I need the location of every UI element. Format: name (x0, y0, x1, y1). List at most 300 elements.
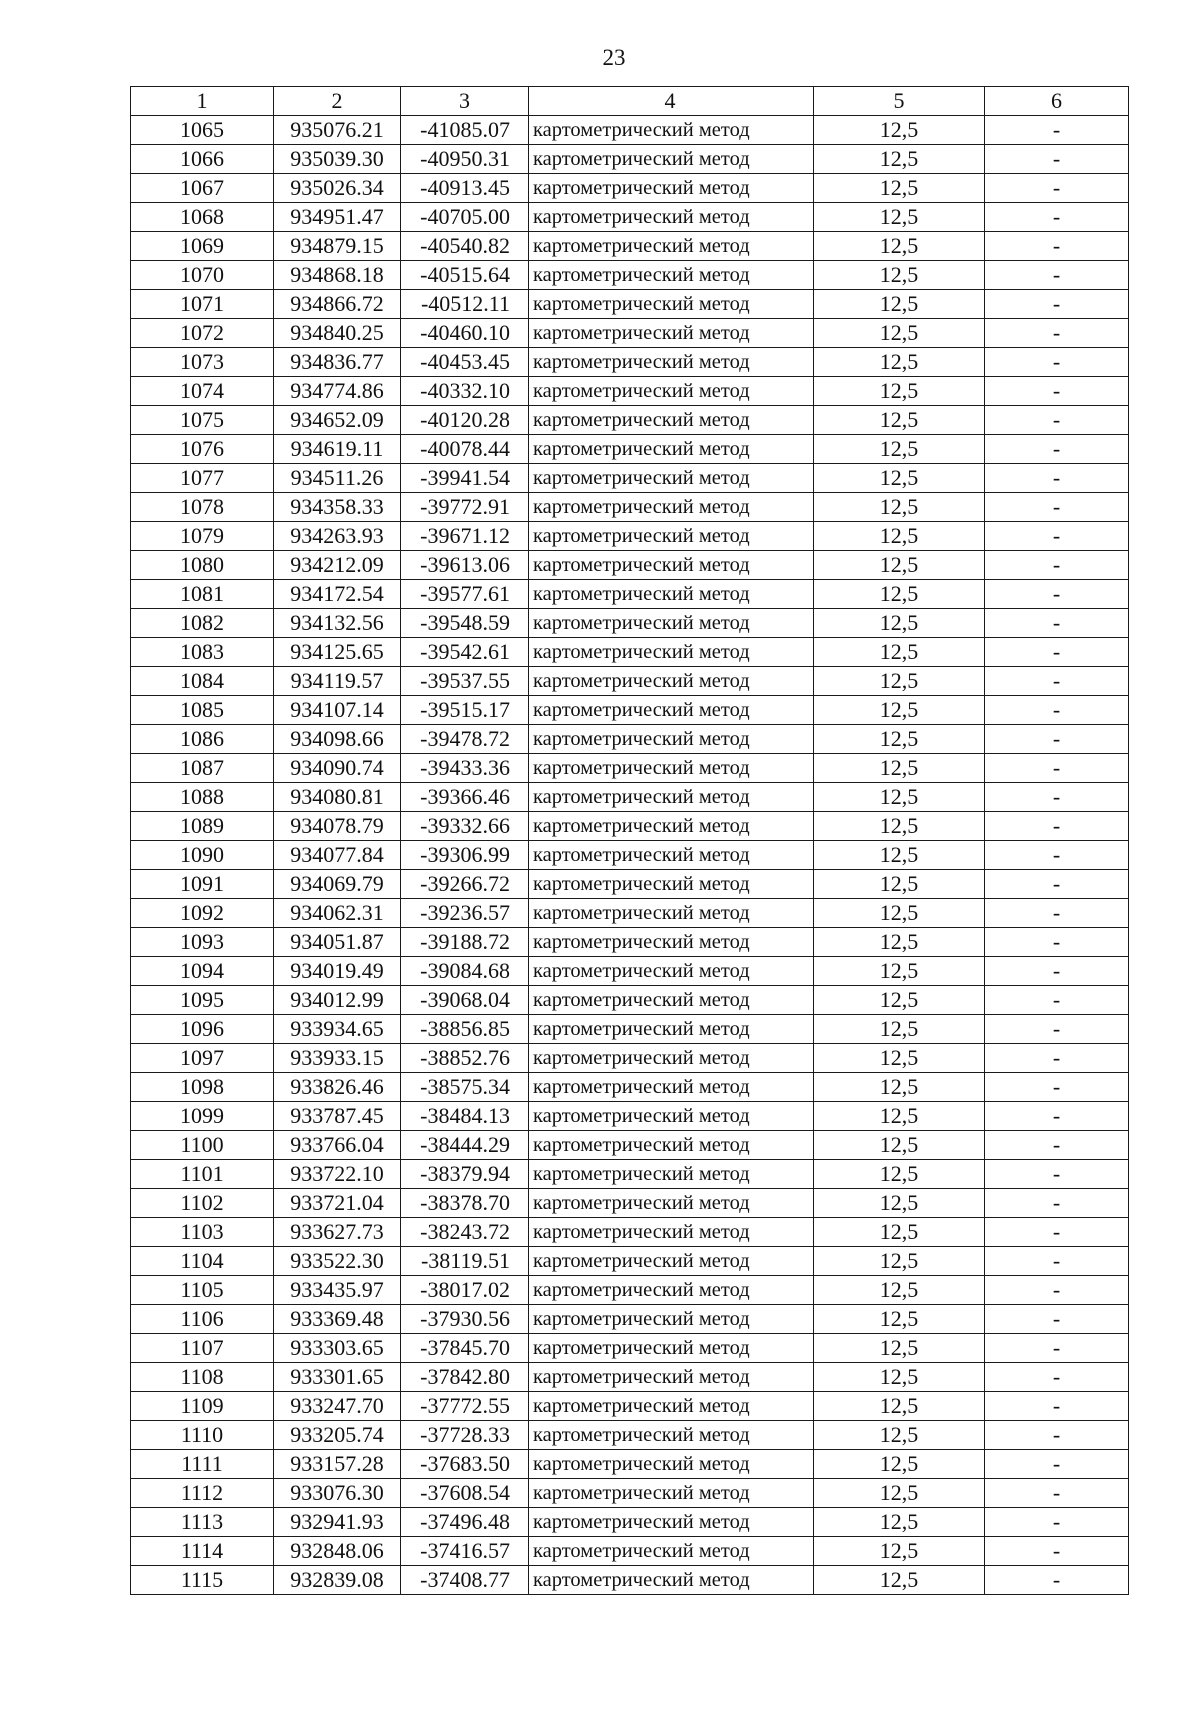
table-row (131, 667, 1129, 696)
method-cell: картометрический метод (529, 493, 814, 522)
accuracy-cell: 12,5 (814, 1102, 985, 1131)
table-row (131, 493, 1129, 522)
accuracy-cell: 12,5 (814, 957, 985, 986)
x-coordinate-cell: 934172.54 (274, 580, 401, 609)
method-cell: картометрический метод (529, 1305, 814, 1334)
note-cell: - (985, 1015, 1129, 1044)
note-cell: - (985, 1160, 1129, 1189)
point-number-cell: 1098 (131, 1073, 274, 1102)
table-row (131, 1537, 1129, 1566)
point-number-cell: 1083 (131, 638, 274, 667)
y-coordinate-cell: -39515.17 (401, 696, 529, 725)
point-number-cell: 1089 (131, 812, 274, 841)
table-row (131, 841, 1129, 870)
y-coordinate-cell: -38119.51 (401, 1247, 529, 1276)
method-cell: картометрический метод (529, 174, 814, 203)
accuracy-cell: 12,5 (814, 1421, 985, 1450)
header-cell-3: 3 (401, 87, 529, 116)
y-coordinate-cell: -39542.61 (401, 638, 529, 667)
y-coordinate-cell: -39772.91 (401, 493, 529, 522)
accuracy-cell: 12,5 (814, 928, 985, 957)
method-cell: картометрический метод (529, 319, 814, 348)
method-cell: картометрический метод (529, 116, 814, 145)
y-coordinate-cell: -38017.02 (401, 1276, 529, 1305)
x-coordinate-cell: 933369.48 (274, 1305, 401, 1334)
y-coordinate-cell: -38243.72 (401, 1218, 529, 1247)
x-coordinate-cell: 933787.45 (274, 1102, 401, 1131)
method-cell: картометрический метод (529, 145, 814, 174)
x-coordinate-cell: 934107.14 (274, 696, 401, 725)
x-coordinate-cell: 933826.46 (274, 1073, 401, 1102)
method-cell: картометрический метод (529, 667, 814, 696)
y-coordinate-cell: -39332.66 (401, 812, 529, 841)
y-coordinate-cell: -37845.70 (401, 1334, 529, 1363)
method-cell: картометрический метод (529, 812, 814, 841)
table-row (131, 1218, 1129, 1247)
x-coordinate-cell: 933722.10 (274, 1160, 401, 1189)
note-cell: - (985, 696, 1129, 725)
x-coordinate-cell: 932848.06 (274, 1537, 401, 1566)
point-number-cell: 1072 (131, 319, 274, 348)
note-cell: - (985, 551, 1129, 580)
method-cell: картометрический метод (529, 696, 814, 725)
accuracy-cell: 12,5 (814, 1334, 985, 1363)
note-cell: - (985, 319, 1129, 348)
method-cell: картометрический метод (529, 1421, 814, 1450)
note-cell: - (985, 1537, 1129, 1566)
header-cell-6: 6 (985, 87, 1129, 116)
table-row (131, 928, 1129, 957)
note-cell: - (985, 290, 1129, 319)
table-row (131, 812, 1129, 841)
method-cell: картометрический метод (529, 1131, 814, 1160)
point-number-cell: 1101 (131, 1160, 274, 1189)
note-cell: - (985, 406, 1129, 435)
note-cell: - (985, 1450, 1129, 1479)
y-coordinate-cell: -40950.31 (401, 145, 529, 174)
note-cell: - (985, 493, 1129, 522)
x-coordinate-cell: 934358.33 (274, 493, 401, 522)
point-number-cell: 1085 (131, 696, 274, 725)
point-number-cell: 1067 (131, 174, 274, 203)
x-coordinate-cell: 934619.11 (274, 435, 401, 464)
method-cell: картометрический метод (529, 1015, 814, 1044)
x-coordinate-cell: 933303.65 (274, 1334, 401, 1363)
x-coordinate-cell: 934090.74 (274, 754, 401, 783)
accuracy-cell: 12,5 (814, 870, 985, 899)
method-cell: картометрический метод (529, 899, 814, 928)
method-cell: картометрический метод (529, 522, 814, 551)
method-cell: картометрический метод (529, 1102, 814, 1131)
accuracy-cell: 12,5 (814, 1276, 985, 1305)
table-row (131, 1450, 1129, 1479)
method-cell: картометрический метод (529, 1218, 814, 1247)
note-cell: - (985, 783, 1129, 812)
note-cell: - (985, 145, 1129, 174)
x-coordinate-cell: 934212.09 (274, 551, 401, 580)
table-row (131, 754, 1129, 783)
x-coordinate-cell: 933933.15 (274, 1044, 401, 1073)
accuracy-cell: 12,5 (814, 696, 985, 725)
y-coordinate-cell: -37842.80 (401, 1363, 529, 1392)
method-cell: картометрический метод (529, 1479, 814, 1508)
accuracy-cell: 12,5 (814, 667, 985, 696)
note-cell: - (985, 754, 1129, 783)
y-coordinate-cell: -38379.94 (401, 1160, 529, 1189)
note-cell: - (985, 1363, 1129, 1392)
note-cell: - (985, 116, 1129, 145)
x-coordinate-cell: 934866.72 (274, 290, 401, 319)
point-number-cell: 1069 (131, 232, 274, 261)
point-number-cell: 1104 (131, 1247, 274, 1276)
table-row (131, 1247, 1129, 1276)
point-number-cell: 1094 (131, 957, 274, 986)
note-cell: - (985, 174, 1129, 203)
x-coordinate-cell: 934051.87 (274, 928, 401, 957)
x-coordinate-cell: 934652.09 (274, 406, 401, 435)
method-cell: картометрический метод (529, 348, 814, 377)
y-coordinate-cell: -40705.00 (401, 203, 529, 232)
method-cell: картометрический метод (529, 986, 814, 1015)
method-cell: картометрический метод (529, 406, 814, 435)
point-number-cell: 1070 (131, 261, 274, 290)
method-cell: картометрический метод (529, 1160, 814, 1189)
method-cell: картометрический метод (529, 1508, 814, 1537)
accuracy-cell: 12,5 (814, 1479, 985, 1508)
table-row (131, 1421, 1129, 1450)
y-coordinate-cell: -39306.99 (401, 841, 529, 870)
accuracy-cell: 12,5 (814, 1189, 985, 1218)
point-number-cell: 1107 (131, 1334, 274, 1363)
note-cell: - (985, 348, 1129, 377)
note-cell: - (985, 667, 1129, 696)
x-coordinate-cell: 932941.93 (274, 1508, 401, 1537)
table-row (131, 986, 1129, 1015)
table-row (131, 1189, 1129, 1218)
y-coordinate-cell: -37408.77 (401, 1566, 529, 1595)
accuracy-cell: 12,5 (814, 1537, 985, 1566)
y-coordinate-cell: -39548.59 (401, 609, 529, 638)
point-number-cell: 1090 (131, 841, 274, 870)
note-cell: - (985, 522, 1129, 551)
point-number-cell: 1074 (131, 377, 274, 406)
note-cell: - (985, 1044, 1129, 1073)
accuracy-cell: 12,5 (814, 1131, 985, 1160)
method-cell: картометрический метод (529, 957, 814, 986)
x-coordinate-cell: 933934.65 (274, 1015, 401, 1044)
note-cell: - (985, 638, 1129, 667)
method-cell: картометрический метод (529, 580, 814, 609)
y-coordinate-cell: -37728.33 (401, 1421, 529, 1450)
note-cell: - (985, 232, 1129, 261)
accuracy-cell: 12,5 (814, 406, 985, 435)
method-cell: картометрический метод (529, 203, 814, 232)
method-cell: картометрический метод (529, 754, 814, 783)
x-coordinate-cell: 934078.79 (274, 812, 401, 841)
accuracy-cell: 12,5 (814, 1392, 985, 1421)
accuracy-cell: 12,5 (814, 232, 985, 261)
table-row (131, 1508, 1129, 1537)
accuracy-cell: 12,5 (814, 1566, 985, 1595)
method-cell: картометрический метод (529, 1276, 814, 1305)
y-coordinate-cell: -37930.56 (401, 1305, 529, 1334)
accuracy-cell: 12,5 (814, 203, 985, 232)
y-coordinate-cell: -37608.54 (401, 1479, 529, 1508)
table-row (131, 1566, 1129, 1595)
accuracy-cell: 12,5 (814, 522, 985, 551)
y-coordinate-cell: -40913.45 (401, 174, 529, 203)
table-header-row (131, 87, 1129, 116)
table-row (131, 1073, 1129, 1102)
point-number-cell: 1100 (131, 1131, 274, 1160)
accuracy-cell: 12,5 (814, 1508, 985, 1537)
page-number: 23 (602, 45, 626, 70)
y-coordinate-cell: -40078.44 (401, 435, 529, 464)
accuracy-cell: 12,5 (814, 1073, 985, 1102)
y-coordinate-cell: -40512.11 (401, 290, 529, 319)
x-coordinate-cell: 934080.81 (274, 783, 401, 812)
accuracy-cell: 12,5 (814, 116, 985, 145)
table-row (131, 957, 1129, 986)
table-row (131, 1334, 1129, 1363)
table-row (131, 145, 1129, 174)
note-cell: - (985, 1566, 1129, 1595)
point-number-cell: 1112 (131, 1479, 274, 1508)
y-coordinate-cell: -39613.06 (401, 551, 529, 580)
table-row (131, 638, 1129, 667)
x-coordinate-cell: 934062.31 (274, 899, 401, 928)
table-row (131, 203, 1129, 232)
note-cell: - (985, 899, 1129, 928)
method-cell: картометрический метод (529, 261, 814, 290)
note-cell: - (985, 580, 1129, 609)
table-row (131, 232, 1129, 261)
y-coordinate-cell: -39188.72 (401, 928, 529, 957)
method-cell: картометрический метод (529, 1189, 814, 1218)
table-row (131, 783, 1129, 812)
table-row (131, 1102, 1129, 1131)
table-row (131, 696, 1129, 725)
accuracy-cell: 12,5 (814, 986, 985, 1015)
point-number-cell: 1087 (131, 754, 274, 783)
point-number-cell: 1080 (131, 551, 274, 580)
accuracy-cell: 12,5 (814, 493, 985, 522)
point-number-cell: 1102 (131, 1189, 274, 1218)
note-cell: - (985, 1421, 1129, 1450)
method-cell: картометрический метод (529, 290, 814, 319)
note-cell: - (985, 928, 1129, 957)
header-cell-4: 4 (529, 87, 814, 116)
accuracy-cell: 12,5 (814, 551, 985, 580)
point-number-cell: 1115 (131, 1566, 274, 1595)
point-number-cell: 1077 (131, 464, 274, 493)
y-coordinate-cell: -38856.85 (401, 1015, 529, 1044)
method-cell: картометрический метод (529, 435, 814, 464)
x-coordinate-cell: 933435.97 (274, 1276, 401, 1305)
y-coordinate-cell: -39478.72 (401, 725, 529, 754)
accuracy-cell: 12,5 (814, 1218, 985, 1247)
table-row (131, 174, 1129, 203)
header-cell-5: 5 (814, 87, 985, 116)
y-coordinate-cell: -38575.34 (401, 1073, 529, 1102)
y-coordinate-cell: -38444.29 (401, 1131, 529, 1160)
note-cell: - (985, 261, 1129, 290)
accuracy-cell: 12,5 (814, 145, 985, 174)
accuracy-cell: 12,5 (814, 1450, 985, 1479)
point-number-cell: 1088 (131, 783, 274, 812)
note-cell: - (985, 986, 1129, 1015)
accuracy-cell: 12,5 (814, 899, 985, 928)
note-cell: - (985, 1247, 1129, 1276)
note-cell: - (985, 1131, 1129, 1160)
x-coordinate-cell: 934840.25 (274, 319, 401, 348)
table-row (131, 435, 1129, 464)
x-coordinate-cell: 934263.93 (274, 522, 401, 551)
method-cell: картометрический метод (529, 1073, 814, 1102)
table-row (131, 580, 1129, 609)
point-number-cell: 1079 (131, 522, 274, 551)
point-number-cell: 1105 (131, 1276, 274, 1305)
accuracy-cell: 12,5 (814, 348, 985, 377)
accuracy-cell: 12,5 (814, 580, 985, 609)
x-coordinate-cell: 934077.84 (274, 841, 401, 870)
note-cell: - (985, 1508, 1129, 1537)
x-coordinate-cell: 933522.30 (274, 1247, 401, 1276)
note-cell: - (985, 609, 1129, 638)
y-coordinate-cell: -37772.55 (401, 1392, 529, 1421)
y-coordinate-cell: -39577.61 (401, 580, 529, 609)
x-coordinate-cell: 935076.21 (274, 116, 401, 145)
x-coordinate-cell: 933627.73 (274, 1218, 401, 1247)
accuracy-cell: 12,5 (814, 174, 985, 203)
x-coordinate-cell: 934012.99 (274, 986, 401, 1015)
y-coordinate-cell: -41085.07 (401, 116, 529, 145)
y-coordinate-cell: -39366.46 (401, 783, 529, 812)
point-number-cell: 1096 (131, 1015, 274, 1044)
point-number-cell: 1086 (131, 725, 274, 754)
x-coordinate-cell: 935026.34 (274, 174, 401, 203)
accuracy-cell: 12,5 (814, 1247, 985, 1276)
table-row (131, 1160, 1129, 1189)
table-row (131, 1015, 1129, 1044)
point-number-cell: 1109 (131, 1392, 274, 1421)
y-coordinate-cell: -39068.04 (401, 986, 529, 1015)
method-cell: картометрический метод (529, 551, 814, 580)
x-coordinate-cell: 933205.74 (274, 1421, 401, 1450)
method-cell: картометрический метод (529, 609, 814, 638)
x-coordinate-cell: 935039.30 (274, 145, 401, 174)
y-coordinate-cell: -40460.10 (401, 319, 529, 348)
y-coordinate-cell: -40120.28 (401, 406, 529, 435)
accuracy-cell: 12,5 (814, 1044, 985, 1073)
y-coordinate-cell: -40332.10 (401, 377, 529, 406)
y-coordinate-cell: -40453.45 (401, 348, 529, 377)
note-cell: - (985, 464, 1129, 493)
coordinates-table (130, 86, 1129, 1595)
method-cell: картометрический метод (529, 841, 814, 870)
x-coordinate-cell: 934836.77 (274, 348, 401, 377)
point-number-cell: 1106 (131, 1305, 274, 1334)
x-coordinate-cell: 933076.30 (274, 1479, 401, 1508)
x-coordinate-cell: 934511.26 (274, 464, 401, 493)
method-cell: картометрический метод (529, 1334, 814, 1363)
accuracy-cell: 12,5 (814, 754, 985, 783)
method-cell: картометрический метод (529, 1537, 814, 1566)
y-coordinate-cell: -39084.68 (401, 957, 529, 986)
x-coordinate-cell: 934879.15 (274, 232, 401, 261)
note-cell: - (985, 1334, 1129, 1363)
note-cell: - (985, 435, 1129, 464)
method-cell: картометрический метод (529, 1247, 814, 1276)
table-row (131, 1305, 1129, 1334)
point-number-cell: 1093 (131, 928, 274, 957)
point-number-cell: 1095 (131, 986, 274, 1015)
accuracy-cell: 12,5 (814, 1363, 985, 1392)
table-row (131, 464, 1129, 493)
accuracy-cell: 12,5 (814, 783, 985, 812)
header-cell-2: 2 (274, 87, 401, 116)
x-coordinate-cell: 934119.57 (274, 667, 401, 696)
note-cell: - (985, 1189, 1129, 1218)
y-coordinate-cell: -39236.57 (401, 899, 529, 928)
point-number-cell: 1084 (131, 667, 274, 696)
accuracy-cell: 12,5 (814, 290, 985, 319)
y-coordinate-cell: -39433.36 (401, 754, 529, 783)
note-cell: - (985, 812, 1129, 841)
table-row (131, 1363, 1129, 1392)
note-cell: - (985, 1305, 1129, 1334)
note-cell: - (985, 870, 1129, 899)
y-coordinate-cell: -40515.64 (401, 261, 529, 290)
accuracy-cell: 12,5 (814, 725, 985, 754)
y-coordinate-cell: -37683.50 (401, 1450, 529, 1479)
accuracy-cell: 12,5 (814, 435, 985, 464)
note-cell: - (985, 377, 1129, 406)
point-number-cell: 1114 (131, 1537, 274, 1566)
point-number-cell: 1113 (131, 1508, 274, 1537)
note-cell: - (985, 1102, 1129, 1131)
note-cell: - (985, 203, 1129, 232)
x-coordinate-cell: 933721.04 (274, 1189, 401, 1218)
accuracy-cell: 12,5 (814, 609, 985, 638)
point-number-cell: 1092 (131, 899, 274, 928)
note-cell: - (985, 957, 1129, 986)
x-coordinate-cell: 934069.79 (274, 870, 401, 899)
note-cell: - (985, 1073, 1129, 1102)
method-cell: картометрический метод (529, 1044, 814, 1073)
accuracy-cell: 12,5 (814, 1305, 985, 1334)
accuracy-cell: 12,5 (814, 638, 985, 667)
point-number-cell: 1097 (131, 1044, 274, 1073)
table-row (131, 609, 1129, 638)
point-number-cell: 1108 (131, 1363, 274, 1392)
x-coordinate-cell: 934125.65 (274, 638, 401, 667)
table-row (131, 522, 1129, 551)
y-coordinate-cell: -38378.70 (401, 1189, 529, 1218)
note-cell: - (985, 1479, 1129, 1508)
note-cell: - (985, 725, 1129, 754)
y-coordinate-cell: -38484.13 (401, 1102, 529, 1131)
point-number-cell: 1066 (131, 145, 274, 174)
y-coordinate-cell: -37496.48 (401, 1508, 529, 1537)
accuracy-cell: 12,5 (814, 1160, 985, 1189)
method-cell: картометрический метод (529, 377, 814, 406)
y-coordinate-cell: -37416.57 (401, 1537, 529, 1566)
table-row (131, 116, 1129, 145)
table-row (131, 899, 1129, 928)
table-row (131, 870, 1129, 899)
point-number-cell: 1065 (131, 116, 274, 145)
